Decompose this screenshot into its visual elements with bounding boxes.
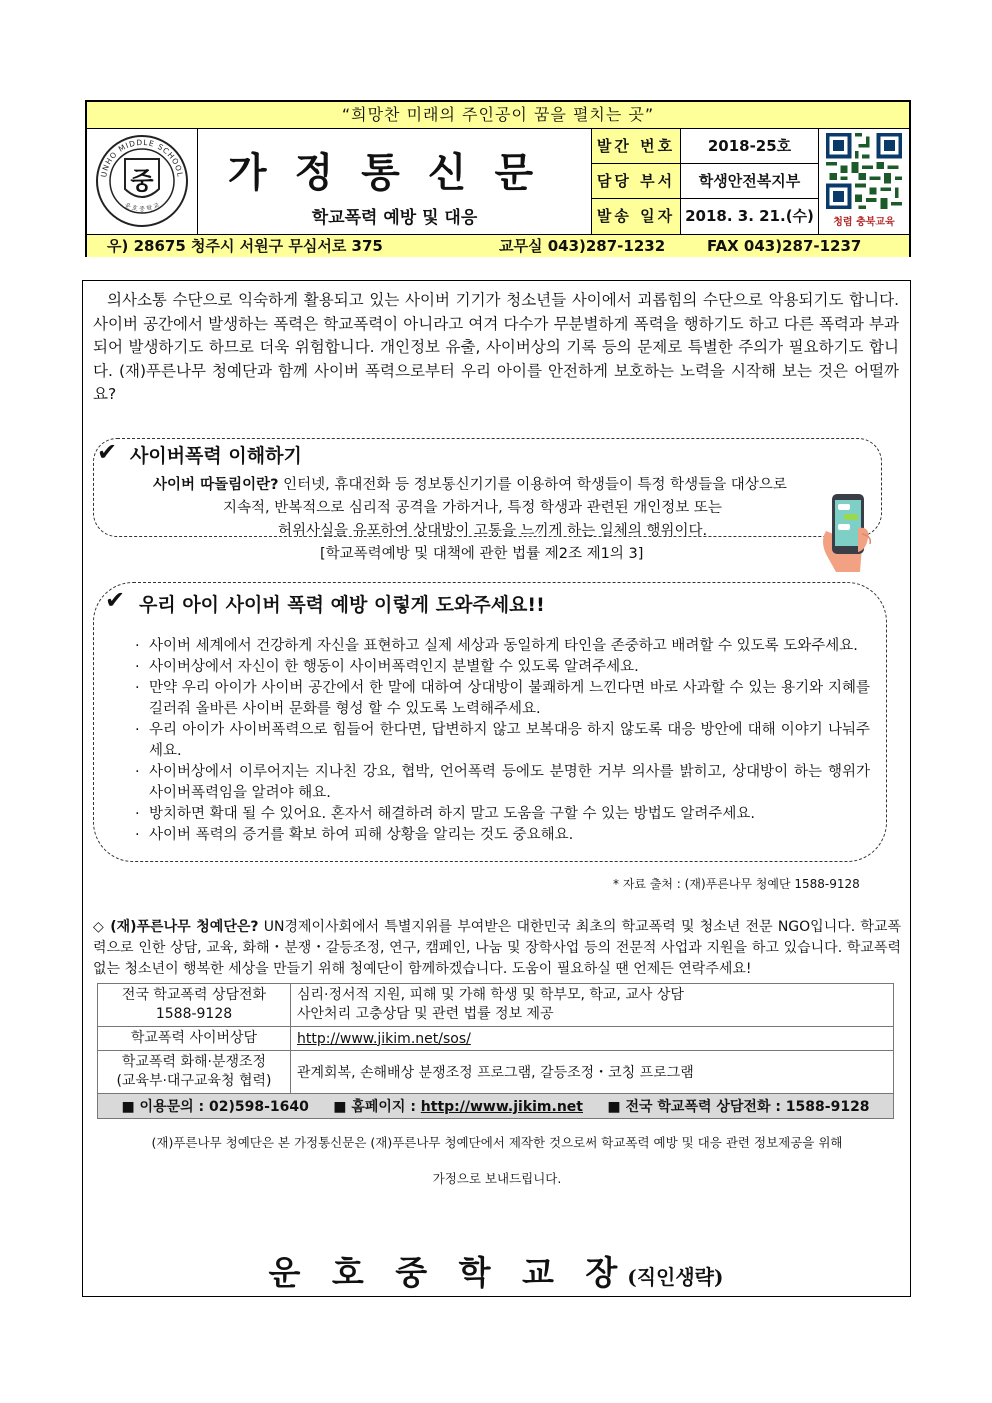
department-label: 담당 부서 [592,164,681,199]
service-description: 심리·정서적 지원, 피해 및 가해 학생 및 학부모, 학교, 교사 상담 사안처리 고충상담 및 관련 법률 정보 제공 [291,984,894,1027]
table-row [98,1027,894,1051]
list-item: · 사이버 폭력의 증거를 확보 하여 피해 상황을 알리는 것도 중요해요. [135,827,574,843]
logo-korean-text: 운 호 중 학 교 [123,201,161,213]
homepage-link[interactable]: http://www.jikim.net [420,1099,583,1115]
notice-line-2: 가정으로 보내드립니다. [432,1171,562,1186]
intro-paragraph: 의사소통 수단으로 익숙하게 활용되고 있는 사이버 기기가 청소년들 사이에서 괴롭힘의 수단으로 악용되기도 합니다. 사이버 공간에서 발생하는 폭력은 학교폭력이 아니라고 여겨 다수가 무분별하게 폭력을 행하기도 하고 다른 폭력과 부과되어 발생하기도 하므로 더욱 위험합니다. 개인정보 유출, 사이버상의 기록 등의 문제로 특별한 주의가 필요하기도 합니다. (재)푸른나무 청예단과 함께 사이버 폭력으로부터 우리 아이를 안전하게 보호하는 노력을 시작해 보는 것은 어떨까요? [93,291,899,403]
newsletter-body [82,280,911,1297]
service-label: 학교폭력 사이버상담 [98,1027,291,1051]
newsletter-subtitle: 학교폭력 예방 및 대응 [311,208,478,228]
definition-label: 사이버 따돌림이란? [153,477,279,493]
org-description [93,917,901,980]
school-logo-cell [87,129,198,234]
notice-line-1: (재)푸른나무 청예단은 본 가정통신문은 (재)푸른나무 청예단에서 제작한 것으로써 학교폭력 예방 및 대응 관련 정보제공을 위해 [151,1135,843,1150]
newsletter-header [85,100,911,257]
qr-caption: 청렴 충북교육 [833,217,895,228]
checkmark-icon: ✔ [97,438,118,466]
phone-hand-icon [818,486,878,576]
service-label: 학교폭력 화해·분쟁조정 (교육부·대구교육청 협력) [98,1051,291,1094]
list-item: · 우리 아이가 사이버폭력으로 힘들어 한다면, 답변하지 않고 보복대응 하지 않도록 대응 방안에 대해 이야기 나눠주세요. [135,722,870,759]
contact-row [98,1094,894,1119]
list-item: · 방치하면 확대 될 수 있어요. 혼자서 해결하려 하지 말고 도움을 구할 수 있는 방법도 알려주세요. [135,806,756,822]
list-item: · 사이버 세계에서 건강하게 자신을 표현하고 실제 세상과 동일하게 타인을 존중하고 배려할 수 있도록 도와주세요. [135,638,858,654]
seal-omitted-note: (직인생략) [627,1265,724,1289]
definition-text-1: 인터넷, 휴대전화 등 정보통신기기를 이용하여 학생들이 특정 학생들을 대상으로 [278,477,787,493]
list-item: · 사이버상에서 이루어지는 지나친 강요, 협박, 언어폭력 등에도 분명한 거부 의사를 밝히고, 상대방이 하는 행위가 사이버폭력임을 알려야 해요. [135,764,870,801]
address-bar [87,234,909,257]
school-address: 우) 28675 청주시 서원구 무심서로 375 [107,237,383,255]
list-item: · 만약 우리 아이가 사이버 공간에서 한 말에 대하여 상대방이 불쾌하게 느낀다면 바로 사과할 수 있는 용기와 지혜를 길러줘 올바른 사이버 문화를 형성 할 수 있도록 노력해주세요. [135,680,870,717]
services-table [97,983,894,1119]
source-note: * 자료 출처 : (재)푸른나무 청예단 1588-9128 [613,877,860,891]
svg-text:운 호 중 학 교 [124,202,161,213]
table-row [98,1051,894,1094]
slogan: “희망찬 미래의 주인공이 꿈을 펼치는 곳” [87,102,909,129]
org-label: ◇ (재)푸른나무 청예단은? [93,919,259,935]
service-label: 전국 학교폭력 상담전화 1588-9128 [98,984,291,1027]
table-row [98,984,894,1027]
issue-number-label: 발간 번호 [592,129,681,164]
hotline-number: ■ 전국 학교폭력 상담전화 : 1588-9128 [607,1099,870,1115]
send-date-value: 2018. 3. 21.(수) [681,199,819,234]
newsletter-title: 가정통신문 [227,149,562,196]
qr-cell [819,129,909,234]
checkmark-icon: ✔ [105,586,126,614]
list-item: · 사이버상에서 자신이 한 행동이 사이버폭력인지 분별할 수 있도록 알려주세요. [135,659,639,675]
homepage-label: ■ 홈페이지 : [333,1099,421,1115]
contact-phone: ■ 이용문의 : 02)598-1640 [121,1099,309,1115]
office-phone: 교무실 043)287-1232 [499,237,666,255]
definition-line-2: 지속적, 반복적으로 심리적 공격을 가하거나, 특정 학생과 관련된 개인정보 또는 [223,500,722,516]
fax-number: FAX 043)287-1237 [707,237,862,255]
logo-glyph: 중 [130,166,154,195]
issue-number-value: 2018-25호 [681,129,819,164]
principal-name: 운 호 중 학 교 장 [268,1253,628,1292]
cyber-counseling-link[interactable]: http://www.jikim.net/sos/ [291,1027,894,1051]
logo-english-text: UNHO MIDDLE SCHOOL [99,137,185,179]
definition-line-3: 허위사실을 유포하여 상대방이 고통을 느끼게 하는 일체의 행위이다. [278,523,708,539]
service-description: 관계회복, 손해배상 분쟁조정 프로그램, 갈등조정・코칭 프로그램 [291,1051,894,1094]
org-text: UN경제이사회에서 특별지위를 부여받은 대한민국 최초의 학교폭력 및 청소년 전문 NGO입니다. 학교폭력으로 인한 상담, 교육, 화해・분쟁・갈등조정, 연구, 캠페인, 나눔 및 장학사업 등의 전문적 사업과 지원을 하고 있습니다. 학교폭력 없는 청소년이 행복한 세상을 만들기 위해 청예단이 함께하겠습니다. 도움이 필요하실 땐 언제든 연락주세요! [93,919,901,977]
department-value: 학생안전복지부 [681,164,819,199]
prevention-tips-list [135,636,870,846]
section2-title: 우리 아이 사이버 폭력 예방 이렇게 도와주세요!! [139,594,545,616]
signature [83,1247,909,1294]
school-emblem-icon [92,131,192,231]
law-reference: [학교폭력예방 및 대책에 관한 법률 제2조 제1의 3] [320,546,644,562]
qr-code-icon [826,133,902,209]
title-cell [198,129,592,234]
section1-title: 사이버폭력 이해하기 [130,445,302,467]
send-date-label: 발송 일자 [592,199,681,234]
definition-line-1 [153,473,787,494]
